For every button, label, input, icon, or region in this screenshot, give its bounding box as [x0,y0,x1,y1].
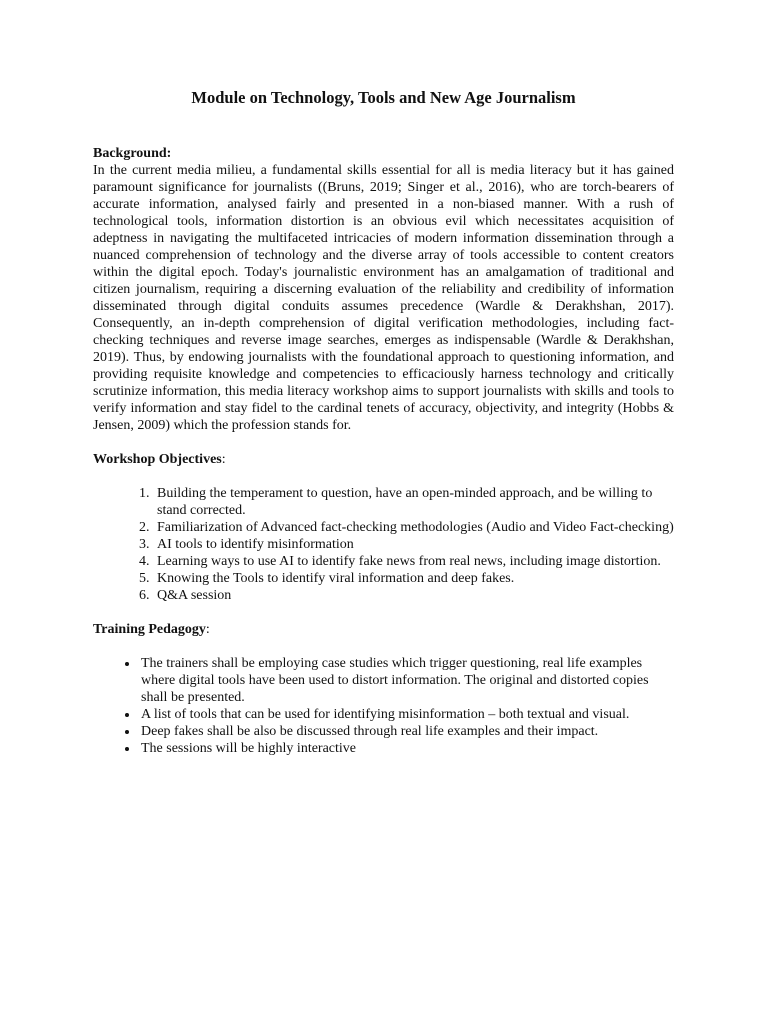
pedagogy-list [93,655,674,757]
objectives-section [93,451,674,604]
objectives-heading-colon: : [221,452,226,467]
objectives-list [93,485,674,604]
list-item: • Deep fakes shall be also be discussed through real life examples and their impact. [139,723,674,740]
objectives-heading-text: Workshop Objectives [93,452,222,467]
pedagogy-heading-text: Training Pedagogy [93,622,206,637]
pedagogy-heading [93,621,674,638]
pedagogy-heading-colon: : [205,622,210,637]
background-section [93,145,674,434]
objectives-heading [93,451,674,468]
pedagogy-section [93,621,674,757]
list-item: • The trainers shall be employing case studies which trigger questioning, real life examples where digital tools have been used to distort information. The original and distorted copies shall be presented. [139,655,674,706]
document-title: Module on Technology, Tools and New Age Journalism [191,88,576,107]
list-item: 3. AI tools to identify misinformation [153,536,674,553]
list-item: 4. Learning ways to use AI to identify fake news from real news, including image distortion. [153,553,674,570]
list-item: • The sessions will be highly interactive [139,740,674,757]
list-item: 6. Q&A session [153,587,674,604]
list-item: 5. Knowing the Tools to identify viral information and deep fakes. [153,570,674,587]
background-paragraph: In the current media milieu, a fundamental skills essential for all is media literacy but it has gained paramount significance for journalists ((Bruns, 2019; Singer et al., 2016), who are torch-bearers of accurate information, analysed fairly and presented in a non-biased manner. With a rush of technological tools, information distortion is an obvious evil which necessitates acquisition of adeptness in navigating the multifaceted intricacies of modern information dissemination through a nuanced comprehension of technology and the diverse array of tools accessible to content creators within the digital epoch. Today's journalistic environment has an amalgamation of traditional and citizen journalism, requiring a discerning evaluation of the reliability and credibility of information disseminated through digital conduits assumes precedence (Wardle & Derakhshan, 2017). Consequently, an in-depth comprehension of digital verification methodologies, including fact-checking techniques and reverse image searches, emerges as indispensable (Wardle & Derakhshan, 2019). Thus, by endowing journalists with the foundational approach to questioning information, and providing requisite knowledge and competencies to efficaciously harness technology and critically scrutinize information, this media literacy workshop aims to support journalists with skills and tools to verify information and stay fidel to the cardinal tenets of accuracy, objectivity, and integrity (Hobbs & Jensen, 2009) which the profession stands for. [93,163,674,433]
list-item: • A list of tools that can be used for identifying misinformation – both textual and visual. [139,706,674,723]
list-item: 1. Building the temperament to question, have an open-minded approach, and be willing to stand corrected. [153,485,674,519]
list-item: 2. Familiarization of Advanced fact-checking methodologies (Audio and Video Fact-checking) [153,519,674,536]
background-heading: Background: [93,146,172,161]
